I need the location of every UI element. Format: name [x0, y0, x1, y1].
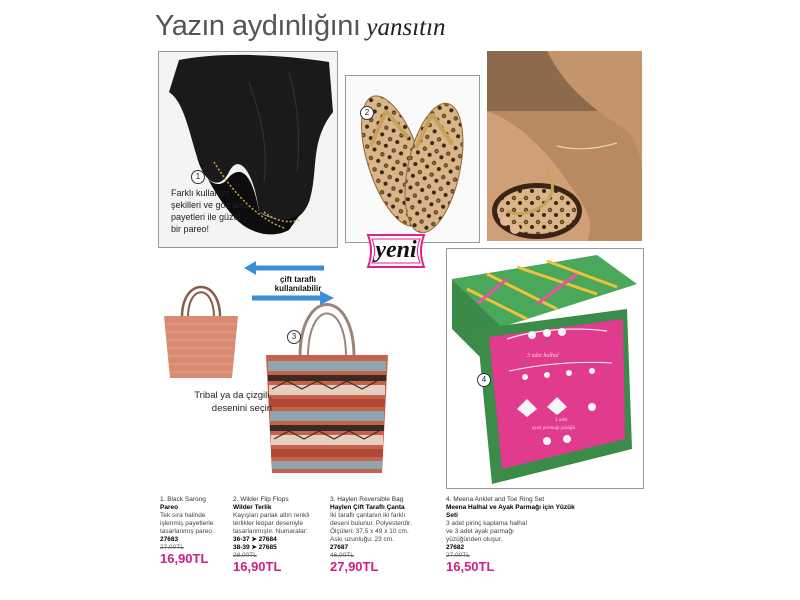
- box-label-rings: 3 adet: [555, 418, 568, 423]
- product-code: 38-39 ➤ 27685: [233, 544, 277, 551]
- product-name-tr: Haylen Çift Taraflı Çanta: [330, 504, 405, 511]
- anklet-set-image: [447, 249, 643, 488]
- price: 16,90TL: [160, 551, 209, 566]
- marker-2: 2: [360, 106, 374, 120]
- anklet-set-photo: [446, 248, 644, 489]
- marker-1: 1: [191, 170, 205, 184]
- box-label-anklets: 3 adet halhal: [527, 353, 559, 359]
- tribal-bag-image: [262, 277, 392, 477]
- product-desc: deseni bulunur. Polyesterdir.: [330, 520, 412, 527]
- product-desc: İki taraflı çantanın iki farklı: [330, 512, 406, 519]
- product-desc: tasarlanmış pareo.: [160, 528, 214, 535]
- product-name-en: 2. Wilder Flip Flops: [233, 496, 289, 503]
- feet-image: [487, 51, 642, 241]
- caption-line: payetleri ile güzel: [171, 212, 241, 222]
- old-price: 46,00TL: [330, 552, 354, 559]
- flipflops-photo: [345, 75, 480, 243]
- product-desc: işlenmiş payetlerle: [160, 520, 214, 527]
- striped-bag-image: [160, 272, 242, 382]
- old-price: 27,00TL: [446, 552, 470, 559]
- product-4: [446, 496, 576, 574]
- page-title: [155, 10, 446, 50]
- tribal-caption: [168, 389, 272, 415]
- product-desc: Kayışları parlak altın renkli: [233, 512, 310, 519]
- product-desc: tasarlanmıştır. Numaralar:: [233, 528, 308, 535]
- product-desc: yüzüğünden oluşur.: [446, 536, 503, 543]
- caption-line: bir pareo!: [171, 224, 210, 234]
- tribal-line: desenini seçin: [211, 403, 272, 414]
- product-desc: ve 3 adet ayak parmağı: [446, 528, 514, 535]
- caption-line: Farklı kullanım: [171, 188, 230, 198]
- box-label-rings-2: ayak parmağı yüzüğü: [532, 426, 576, 431]
- product-name-en: 4. Meena Anklet and Toe Ring Set: [446, 496, 545, 503]
- reversible-line: çift taraflı: [279, 275, 316, 284]
- product-desc: 3 adet pirinç kaplama halhal: [446, 520, 527, 527]
- reversible-line: kullanılabilir: [274, 284, 322, 293]
- old-price: 28,00TL: [233, 552, 257, 559]
- product-1: [160, 496, 228, 566]
- sarong-photo: [158, 51, 338, 248]
- product-name-tr: Pareo: [160, 504, 179, 511]
- price: 16,50TL: [446, 559, 495, 574]
- product-code: 27687: [330, 544, 349, 551]
- product-name-tr: Wilder Terlik: [233, 504, 272, 511]
- product-name-en: 3. Haylen Reversible Bag: [330, 496, 404, 503]
- product-name-tr: Meena Halhal ve Ayak Parmağı için Yüzük Seti: [446, 504, 575, 519]
- marker-4: 4: [477, 373, 491, 387]
- product-desc: Tek sıra halinde: [160, 512, 206, 519]
- product-desc: Askı uzunluğu: 23 cm.: [330, 536, 394, 543]
- flipflops-image: [346, 76, 479, 242]
- caption-line: şekilleri ve göz alıcı: [171, 200, 250, 210]
- price: 27,90TL: [330, 559, 379, 574]
- product-code: 27683: [160, 536, 179, 543]
- sarong-caption: [171, 187, 271, 235]
- product-code: 36-37 ➤ 27684: [233, 536, 277, 543]
- product-desc: terlikler leopar deseniyle: [233, 520, 304, 527]
- new-badge: [362, 233, 430, 269]
- product-code: 27682: [446, 544, 465, 551]
- marker-3: 3: [287, 330, 301, 344]
- new-badge-label: yeni: [375, 237, 417, 263]
- old-price: 27,00TL: [160, 544, 184, 551]
- product-name-en: 1. Black Sarong: [160, 496, 206, 503]
- product-2: [233, 496, 325, 574]
- tribal-line: Tribal ya da çizgili,: [194, 390, 272, 401]
- product-desc: Ölçüleri: 37,5 x 49 x 10 cm.: [330, 528, 409, 535]
- product-3: [330, 496, 438, 574]
- title-main: Yazın aydınlığını: [155, 10, 361, 42]
- title-script: yansıtın: [366, 14, 446, 41]
- feet-photo: [487, 51, 642, 241]
- price: 16,90TL: [233, 559, 282, 574]
